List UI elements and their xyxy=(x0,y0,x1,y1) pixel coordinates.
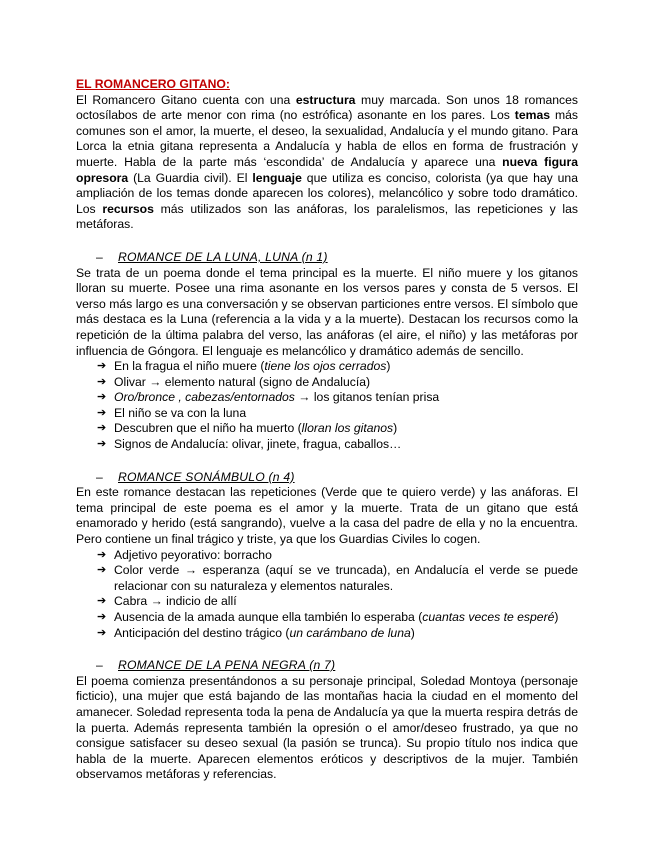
italic-quote: lloran los gitanos xyxy=(301,421,394,436)
bold-term: recursos xyxy=(102,201,154,216)
bold-term: estructura xyxy=(295,92,356,107)
intro-paragraph xyxy=(76,93,578,233)
bullet-item xyxy=(76,548,578,564)
text-run: más comunes son el amor, la muerte, el deseo, la sexualidad, Andalucía y el mundo gitano. Para Lorca la etnia gitana representa a Andalucía y habla de ellos en forma de frustración y muerte. Habla de la parte más ‘escondida’ de Andalucía y aparece una xyxy=(76,108,578,169)
bullet-item xyxy=(76,406,578,422)
text-run: Signos de Andalucía: olivar, jinete, fragua, caballos… xyxy=(114,437,402,452)
text-run: → los gitanos tenían prisa xyxy=(294,390,440,405)
text-run: ) xyxy=(393,421,398,436)
bold-term: lenguaje xyxy=(252,170,302,185)
bullet-item xyxy=(76,437,578,453)
text-run: que utiliza es conciso, colorista (ya que hay una ampliación de los temas donde aparecen los colores), melancólico y sobre todo dramático. Los xyxy=(76,170,578,216)
arrow-right-icon: ➔ xyxy=(97,422,107,435)
bullet-text xyxy=(114,390,578,406)
bullet-item xyxy=(76,594,578,610)
bullet-item xyxy=(76,359,578,375)
italic-quote: tiene los ojos cerrados xyxy=(264,359,387,374)
text-run: Ausencia de la amada aunque ella también lo esperaba ( xyxy=(114,610,423,624)
text-run: más utilizados son las anáforas, los paralelismos, las repeticiones y las metáforas. xyxy=(76,201,578,232)
text-run: Cabra → indicio de allí xyxy=(114,594,237,609)
italic-quote: cuantas veces te esperé xyxy=(422,610,555,624)
arrow-right-icon: ➔ xyxy=(97,595,107,608)
section-title: ROMANCE DE LA LUNA, LUNA (n 1) xyxy=(118,249,328,264)
section-heading xyxy=(76,470,578,486)
dash-marker: – xyxy=(96,469,103,484)
text-run: El poema comienza presentándonos a su personaje principal, Soledad Montoya (personaje ficticio), una mujer que está bajando de las montañas hacia la ciudad en el momento del amanecer. Soledad representa toda la pena de Andalucía ya que la muerta respira detrás de la puerta. Además representa también la opresión o el amor/deseo frustrado, ya que no consigue satisfacer su deseo sexual (la pasión se trunca). Su propio título nos indica que habla de la muerte. Aparecen elementos eróticos y descriptivos de la mujer. También observamos metáforas y referencias. xyxy=(76,673,578,782)
bullet-item xyxy=(76,563,578,594)
bullet-text xyxy=(114,375,578,391)
text-run: (La Guardia civil). El xyxy=(128,170,253,185)
bullet-item xyxy=(76,610,578,626)
arrow-right-icon: ➔ xyxy=(97,391,107,404)
bold-term: nueva figura opresora xyxy=(76,154,578,185)
document-title: EL ROMANCERO GITANO: xyxy=(76,77,230,91)
arrow-right-icon: ➔ xyxy=(97,611,107,623)
text-run: El niño se va con la luna xyxy=(114,405,247,420)
text-run: Adjetivo peyorativo: borracho xyxy=(114,547,272,562)
bullet-list xyxy=(76,359,578,453)
document-page xyxy=(76,77,578,783)
italic-quote: un carámbano de luna xyxy=(289,625,411,640)
text-run: Se trata de un poema donde el tema principal es la muerte. El niño muere y los gitanos lloran su muerte. Posee una rima asonante en los versos pares y consta de 5 versos. El verso más largo es una conversación y se observan particiones entre versos. El símbolo que más destaca es la Luna (referencia a la vida y a la muerte). Destacan los recursos como la repetición de la última palabra del verso, las anáforas (el aire, el niño) y las metáforas por influencia de Góngora. El lenguaje es melancólico y dramático además de sencillo. xyxy=(76,265,578,358)
bullet-text xyxy=(114,563,578,594)
bullet-item xyxy=(76,390,578,406)
bullet-item xyxy=(76,626,578,642)
text-run: ) xyxy=(554,610,559,624)
bullet-item xyxy=(76,421,578,437)
arrow-right-icon: ➔ xyxy=(97,406,107,419)
bullet-list xyxy=(76,548,578,642)
bullet-text xyxy=(114,626,578,642)
bullet-text xyxy=(114,359,578,375)
bullet-text xyxy=(114,437,578,453)
bullet-text xyxy=(114,406,578,422)
text-run: Color verde → esperanza (aquí se ve truncada), en Andalucía el verde se puede relacionar con su naturaleza y elementos naturales. xyxy=(114,563,578,593)
arrow-right-icon: ➔ xyxy=(97,360,107,373)
bold-term: temas xyxy=(514,108,551,123)
dash-marker: – xyxy=(96,658,103,673)
text-run: El Romancero Gitano cuenta con una xyxy=(76,92,296,107)
text-run: En la fragua el niño muere ( xyxy=(114,359,265,374)
section-paragraph xyxy=(76,266,578,360)
section-paragraph xyxy=(76,674,578,783)
arrow-right-icon: ➔ xyxy=(97,548,107,561)
text-run: Olivar → elemento natural (signo de Andalucía) xyxy=(114,374,371,389)
dash-marker: – xyxy=(96,249,103,264)
bullet-text xyxy=(114,421,578,437)
text-run: En este romance destacan las repeticiones (Verde que te quiero verde) y las anáforas. El tema principal de este poema es el amor y la muerte. Trata de un gitano que está enamorado y herido (está sangrando), vuelve a la casa del padre de ella y no la encuentra. Pero contiene un final trágico y triste, ya que los Guardias Civiles lo cogen. xyxy=(76,485,578,547)
arrow-right-icon: ➔ xyxy=(97,438,107,451)
arrow-right-icon: ➔ xyxy=(97,375,107,388)
arrow-right-icon: ➔ xyxy=(97,626,107,639)
text-run: Descubren que el niño ha muerto ( xyxy=(114,421,302,436)
section-title: ROMANCE SONÁMBULO (n 4) xyxy=(118,469,295,484)
section-heading xyxy=(76,250,578,266)
text-run: ) xyxy=(410,625,415,640)
section-title: ROMANCE DE LA PENA NEGRA (n 7) xyxy=(118,658,336,673)
text-run: Anticipación del destino trágico ( xyxy=(114,625,290,640)
text-run: muy marcada. Son unos 18 romances octosílabos de arte menor con rima (no estrófica) asonante en los pares. Los xyxy=(76,92,579,123)
bullet-item xyxy=(76,375,578,391)
bullet-text xyxy=(114,548,578,564)
section-heading xyxy=(76,658,578,674)
arrow-right-icon: ➔ xyxy=(97,564,107,577)
text-run: ) xyxy=(386,359,391,374)
italic-quote: Oro/bronce , cabezas/entornados xyxy=(114,390,295,405)
section-paragraph xyxy=(76,485,578,547)
bullet-text xyxy=(114,594,578,610)
bullet-text xyxy=(114,610,578,626)
sections-container xyxy=(76,250,578,783)
